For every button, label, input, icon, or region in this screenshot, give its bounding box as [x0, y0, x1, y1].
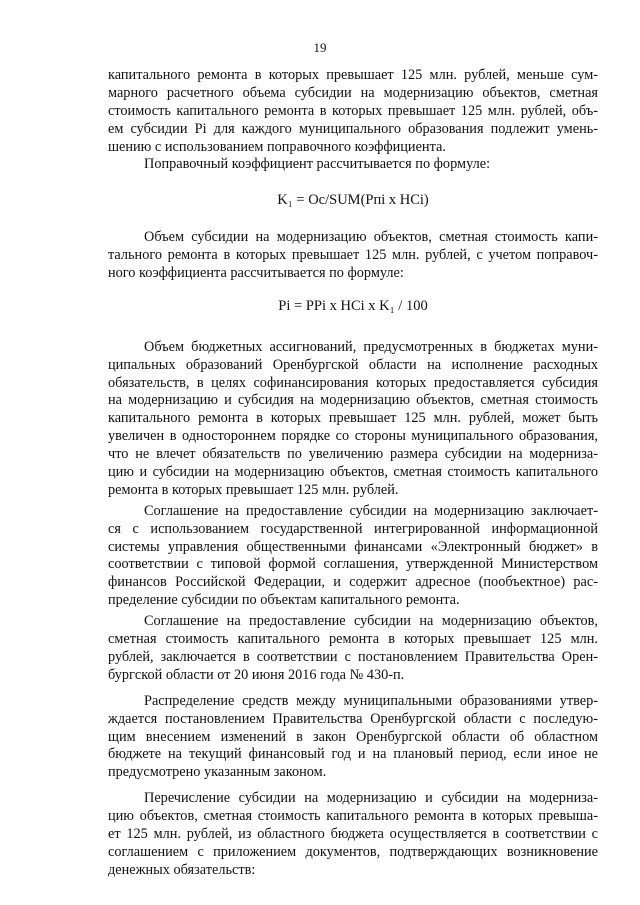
paragraph-p8 [108, 790, 598, 879]
text-line: шению с использованием поправочного коэффициента. [108, 138, 446, 155]
text-line: цию и субсидии на модернизацию объектов, сметная стоимость капитального [108, 464, 598, 481]
text-line: системы управления общественными финансами «Электронный бюджет» в [108, 538, 598, 555]
text-line: марного расчетного объема субсидии на модернизацию объектов, сметная [108, 84, 598, 101]
text-line: финансов Российской Федерации, и содержит адресное (пообъектное) рас- [108, 574, 598, 591]
text-line: капитального ремонта в которых превышает 125 млн. рублей, меньше сум- [108, 67, 598, 83]
formula-correction-coefficient: K₁ = Oc/SUM(Pпi x HCi) [277, 192, 429, 209]
text-line: щим внесением изменений в закон Оренбургской области об областном [108, 728, 598, 745]
paragraph-p4 [108, 339, 598, 500]
text-block-intro [108, 67, 598, 174]
formula-subsidy-volume: Pi = PPi x HCi x K₁ / 100 [278, 297, 428, 314]
text-line: ремонта в которых превышает 125 млн. рублей. [108, 481, 399, 498]
text-line: ем субсидии Рi для каждого муниципального образования подлежит умень- [108, 120, 598, 137]
text-line: соглашением с приложением документов, подтверждающих возникновение [108, 843, 598, 860]
text-line: тального ремонта в которых превышает 125 млн. рублей, с учетом поправоч- [108, 247, 598, 264]
text-line: сметная стоимость капитального ремонта в которых превышает 125 млн. [108, 631, 598, 648]
text-line: цию объектов, сметная стоимость капитального ремонта в которых превыша- [108, 808, 598, 825]
paragraph-p1 [108, 67, 598, 156]
text-line: Поправочный коэффициент рассчитывается по формуле: [144, 156, 491, 173]
text-line: Перечисление субсидии на модернизацию и субсидии на модерниза- [144, 790, 598, 807]
text-line: ся с использованием государственной интегрированной информационной [108, 520, 598, 537]
paragraph-p7 [108, 693, 598, 782]
text-line: Объем бюджетных ассигнований, предусмотренных в бюджетах муни- [144, 338, 598, 355]
text-line: стоимость капитального ремонта в которых превышает 125 млн. рублей, объ- [108, 102, 598, 119]
text-line: увеличен в одностороннем порядке со стороны муниципального образования, [108, 428, 598, 445]
paragraph-p3 [108, 229, 598, 283]
text-line: бургской области от 20 июня 2016 года № 430-п. [108, 666, 405, 683]
text-line: на модернизацию и субсидия на модернизацию объектов, сметная стоимость [108, 392, 598, 409]
text-line: обязательств, в целях софинансирования которых предоставляется субсидия [108, 374, 598, 391]
paragraph-p6 [108, 613, 598, 685]
text-block-subsidy-volume [108, 229, 598, 283]
text-line: ципальных образований Оренбургской области на исполнение расходных [108, 356, 598, 373]
text-line: Распределение средств между муниципальными образованиями утвер- [144, 692, 598, 709]
text-line: рублей, заключается в соответствии с постановлением Правительства Орен- [108, 648, 598, 665]
document-body [108, 67, 598, 880]
text-line: Соглашение на предоставление субсидии на модернизацию заключает- [144, 502, 598, 519]
text-line: предусмотрено указанным законом. [108, 764, 327, 781]
text-line: Соглашение на предоставление субсидии на модернизацию объектов, [144, 613, 598, 630]
text-line: соответствии с типовой формой соглашения, утвержденной Министерством [108, 556, 598, 573]
text-line: ет 125 млн. рублей, из областного бюджета осуществляется в соответствии с [108, 825, 598, 842]
text-line: ждается постановлением Правительства Оренбургской области с последую- [108, 710, 598, 727]
paragraph-p5 [108, 503, 598, 610]
text-line: бюджете на текущий финансовый год и на плановый период, если иное не [108, 746, 598, 763]
text-line: Объем субсидии на модернизацию объектов, сметная стоимость капи- [144, 229, 598, 246]
text-line: что не влечет обязательств по увеличению размера субсидии на модерниза- [108, 446, 598, 463]
page-number: 19 [313, 40, 327, 55]
text-line: пределение субсидии по объектам капитального ремонта. [108, 592, 460, 609]
paragraph-p2 [108, 156, 598, 174]
text-line: капитального ремонта в которых превышает 125 млн. рублей, может быть [108, 410, 598, 427]
text-block-main [108, 339, 598, 880]
text-line: ного коэффициента рассчитывается по формуле: [108, 265, 404, 282]
text-line: денежных обязательств: [108, 861, 256, 878]
